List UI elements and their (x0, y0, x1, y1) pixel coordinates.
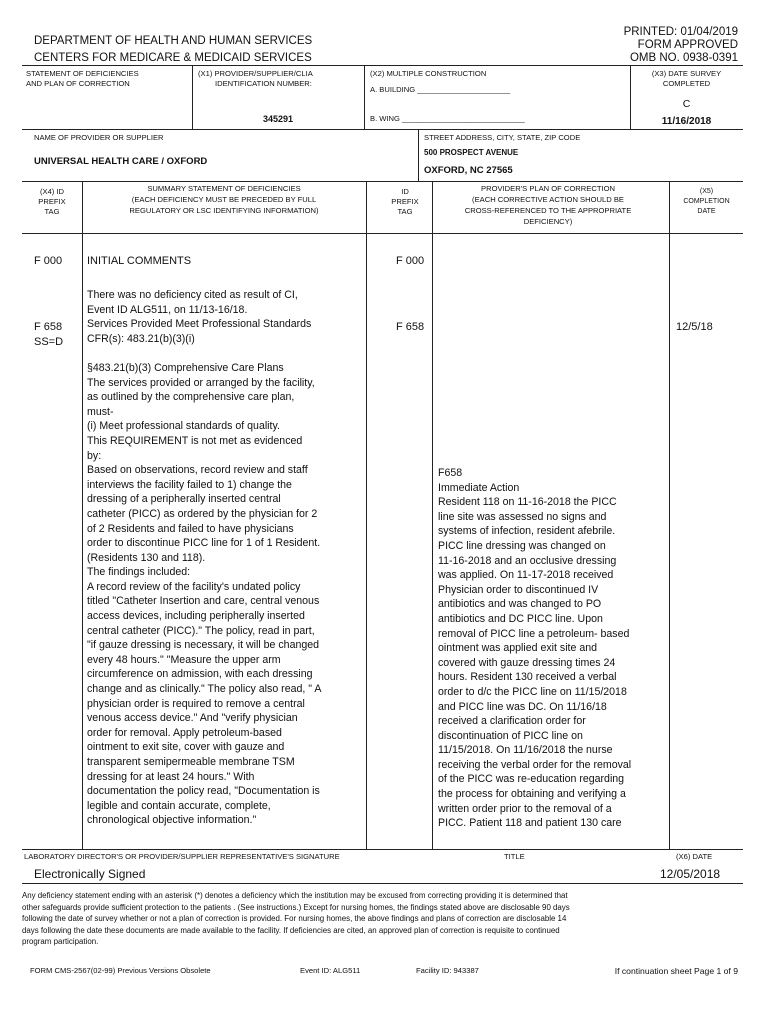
plan-line: antibiotics and DC PICC line. Upon (438, 612, 603, 625)
x2-label: (X2) MULTIPLE CONSTRUCTION (370, 69, 487, 78)
omb-number: OMB NO. 0938-0391 (629, 52, 738, 64)
survey-type-code: C (682, 98, 691, 110)
summary-line: must- (87, 405, 114, 418)
address-line-2: OXFORD, NC 27565 (424, 165, 513, 176)
plan-line: PICC line dressing was changed on (438, 539, 606, 552)
plan-line: discontinuation of PICC line on (438, 729, 583, 742)
plan-header-4: DEFICIENCY) (523, 217, 573, 226)
provider-name: UNIVERSAL HEALTH CARE / OXFORD (34, 156, 208, 167)
plan-line: antibiotics and was changed to PO (438, 598, 602, 611)
plan-line: covered with gauze dressing times 24 (438, 656, 616, 669)
summary-line: The findings included: (87, 566, 191, 579)
form-number: FORM CMS-2567(02-99) Previous Versions Obsolete (30, 966, 211, 975)
plan-line: the process for obtaining and verifying a (438, 788, 626, 801)
summary-line: catheter (PICC) as ordered by the physician for 2 (87, 507, 318, 520)
summary-header-3: REGULATORY OR LSC IDENTIFYING INFORMATION) (129, 206, 319, 215)
tag-f658-right: F 658 (396, 321, 425, 333)
x1-label-1: (X1) PROVIDER/SUPPLIER/CLIA (198, 69, 313, 78)
id-label-1: ID (401, 187, 409, 196)
plan-line: 11/15/2018. On 11/16/2018 the nurse (438, 744, 613, 757)
provider-name-label: NAME OF PROVIDER OR SUPPLIER (34, 133, 164, 142)
summary-line: order to discontinue PICC line for 1 of 1 Resident. (87, 537, 321, 550)
plan-line: was applied. On 11-17-2018 received (438, 569, 614, 582)
summary-line: central catheter (PICC)." The policy, read in part, (87, 624, 315, 637)
plan-line: systems of infection, resident afebrile. (438, 525, 616, 538)
plan-line: Resident 118 on 11-16-2018 the PICC (438, 496, 617, 509)
plan-line: line site was assessed no signs and (438, 510, 607, 523)
page-number: If continuation sheet Page 1 of 9 (614, 966, 738, 976)
summary-line: §483.21(b)(3) Comprehensive Care Plans (87, 361, 284, 374)
summary-line: order for removal. Apply petroleum-based (87, 726, 282, 739)
disclosure-notice (22, 890, 747, 948)
tag-f658-left: F 658 (34, 321, 63, 333)
severity-scope: SS=D (34, 336, 64, 348)
notice-line: other safeguards provide sufficient protection to the patients . (See instructions.) Except for nursing homes, the findings stated above are disclosable 90 days (22, 902, 570, 912)
x5-label-3: DATE (697, 208, 716, 215)
plan-line: and PICC line was DC. On 11/16/18 (438, 700, 607, 713)
department-title: DEPARTMENT OF HEALTH AND HUMAN SERVICES (34, 35, 313, 47)
date-label: (X6) DATE (676, 852, 713, 861)
plan-of-correction (438, 466, 666, 831)
summary-line: as outlined by the comprehensive care plan, (87, 391, 295, 404)
notice-line: program participation. (22, 937, 99, 947)
summary-line: of 2 Residents and failed to have physicians (87, 522, 294, 535)
summary-header-2: (EACH DEFICIENCY MUST BE PRECEDED BY FULL (131, 195, 317, 204)
notice-line: following the date of survey whether or not a plan of correction is provided. For nursing homes, the above findings and plans of correction are disclosable 14 (22, 914, 567, 924)
plan-line: received a clarification order for (438, 715, 586, 728)
x3-label-2: COMPLETED (662, 79, 711, 88)
summary-line: ointment to exit site, cover with gauze and (87, 741, 285, 754)
plan-line: removal of PICC line a petroleum- based (438, 627, 630, 640)
summary-line: This REQUIREMENT is not met as evidenced (87, 434, 303, 447)
summary-line: venous access device." And "verify physician (87, 712, 298, 725)
summary-line (87, 346, 363, 361)
x1-label-2: IDENTIFICATION NUMBER: (215, 79, 312, 88)
statement-label-2: AND PLAN OF CORRECTION (26, 79, 130, 88)
plan-line: receiving the verbal order for the removal (438, 758, 632, 771)
summary-line: interviews the facility failed to 1) change the (87, 478, 292, 491)
plan-line: ointment was applied exit site and (438, 642, 597, 655)
summary-line: Services Provided Meet Professional Standards (87, 318, 312, 331)
summary-line: access devices, including peripherally inserted (87, 610, 305, 623)
summary-line: change and as clinically." The policy also read, " A (87, 683, 322, 696)
plan-line: written order prior to the removal of a (438, 802, 612, 815)
address-line-1: 500 PROSPECT AVENUE (424, 148, 519, 157)
form-approved: FORM APPROVED (637, 39, 738, 51)
summary-line: (i) Meet professional standards of quality. (87, 420, 280, 433)
summary-line: Event ID ALG511, on 11/13-16/18. (87, 303, 248, 316)
plan-line: Physician order to discontinued IV (438, 583, 599, 596)
x5-label-2: COMPLETION (683, 198, 730, 205)
completion-date: 12/5/18 (676, 321, 713, 333)
statement-label-1: STATEMENT OF DEFICIENCIES (26, 69, 139, 78)
id-label-3: TAG (397, 207, 413, 216)
summary-line: every 48 hours." "Measure the upper arm (87, 653, 281, 666)
plan-line: Immediate Action (438, 481, 520, 494)
notice-line: days following the date these documents are made available to the facility. If deficiencies are cited, an approved plan of correction is requisite to continued (22, 925, 560, 935)
title-label: TITLE (504, 852, 525, 861)
plan-line: of the PICC was re-education regarding (438, 773, 625, 786)
summary-line: CFR(s): 483.21(b)(3)(i) (87, 332, 195, 345)
summary-line: There was no deficiency cited as result of CI, (87, 289, 298, 301)
plan-line: order to d/c the PICC line on 11/15/2018 (438, 685, 627, 698)
plan-header-2: (EACH CORRECTIVE ACTION SHOULD BE (472, 195, 624, 204)
summary-line: (Residents 130 and 118). (87, 551, 206, 564)
x3-label-1: (X3) DATE SURVEY (651, 69, 722, 78)
x2-building: A. BUILDING ______________________ (370, 85, 511, 94)
plan-line: PICC. Patient 118 and patient 130 care (438, 817, 622, 830)
summary-line: dressing for at least 24 hours." With (87, 770, 255, 783)
plan-line: 11-16-2018 and an occlusive dressing (438, 554, 617, 567)
tag-f000-right: F 000 (396, 255, 425, 267)
summary-line: "if gauze dressing is necessary, it will be changed (87, 639, 320, 652)
plan-line: F658 (438, 467, 463, 479)
survey-completed-date: 11/16/2018 (661, 116, 712, 127)
plan-line: hours. Resident 130 received a verbal (438, 671, 617, 684)
printed-date: PRINTED: 01/04/2019 (623, 26, 738, 38)
summary-line: titled "Catheter Insertion and care, central venous (87, 595, 320, 608)
summary-statement (87, 288, 363, 828)
summary-line: legible and contain accurate, complete, (87, 799, 271, 812)
summary-line: circumference on admission, with each dressing (87, 668, 313, 681)
address-label: STREET ADDRESS, CITY, STATE, ZIP CODE (424, 133, 581, 142)
x4-label-1: (X4) ID (39, 187, 65, 196)
summary-header-1: SUMMARY STATEMENT OF DEFICIENCIES (147, 184, 301, 193)
summary-line: physician order is required to remove a central (87, 697, 305, 710)
summary-line: The services provided or arranged by the facility, (87, 376, 315, 389)
plan-header-3: CROSS-REFERENCED TO THE APPROPRIATE (464, 206, 632, 215)
signature-label: LABORATORY DIRECTOR'S OR PROVIDER/SUPPLIER REPRESENTATIVE'S SIGNATURE (24, 852, 340, 861)
summary-line: Based on observations, record review and staff (87, 464, 308, 477)
id-label-2: PREFIX (391, 197, 419, 206)
x4-label-2: PREFIX (38, 197, 66, 206)
summary-line: dressing of a peripherally inserted central (87, 493, 281, 506)
summary-line: transparent semipermeable membrane TSM (87, 756, 295, 768)
summary-line: by: (87, 449, 102, 462)
initial-comments-heading: INITIAL COMMENTS (87, 255, 192, 267)
plan-header-1: PROVIDER'S PLAN OF CORRECTION (481, 184, 615, 193)
x4-label-3: TAG (44, 207, 60, 216)
centers-title: CENTERS FOR MEDICARE & MEDICAID SERVICES (34, 52, 312, 64)
tag-f000-left: F 000 (34, 255, 63, 267)
signed-date: 12/05/2018 (660, 867, 721, 881)
x2-wing: B. WING _____________________________ (370, 114, 525, 123)
facility-id: Facility ID: 943387 (416, 966, 479, 975)
event-id: Event ID: ALG511 (300, 966, 361, 975)
summary-line: documentation the policy read, "Documentation is (87, 785, 320, 798)
signature-value: Electronically Signed (34, 867, 146, 881)
x5-label-1: (X5) (699, 188, 714, 195)
summary-line: chronological objective information." (87, 814, 257, 827)
provider-id-number: 345291 (262, 114, 294, 124)
notice-line: Any deficiency statement ending with an asterisk (*) denotes a deficiency which the institution may be excused from correcting providing it is determined that (22, 891, 568, 900)
summary-line: A record review of the facility's undated policy (87, 580, 301, 593)
